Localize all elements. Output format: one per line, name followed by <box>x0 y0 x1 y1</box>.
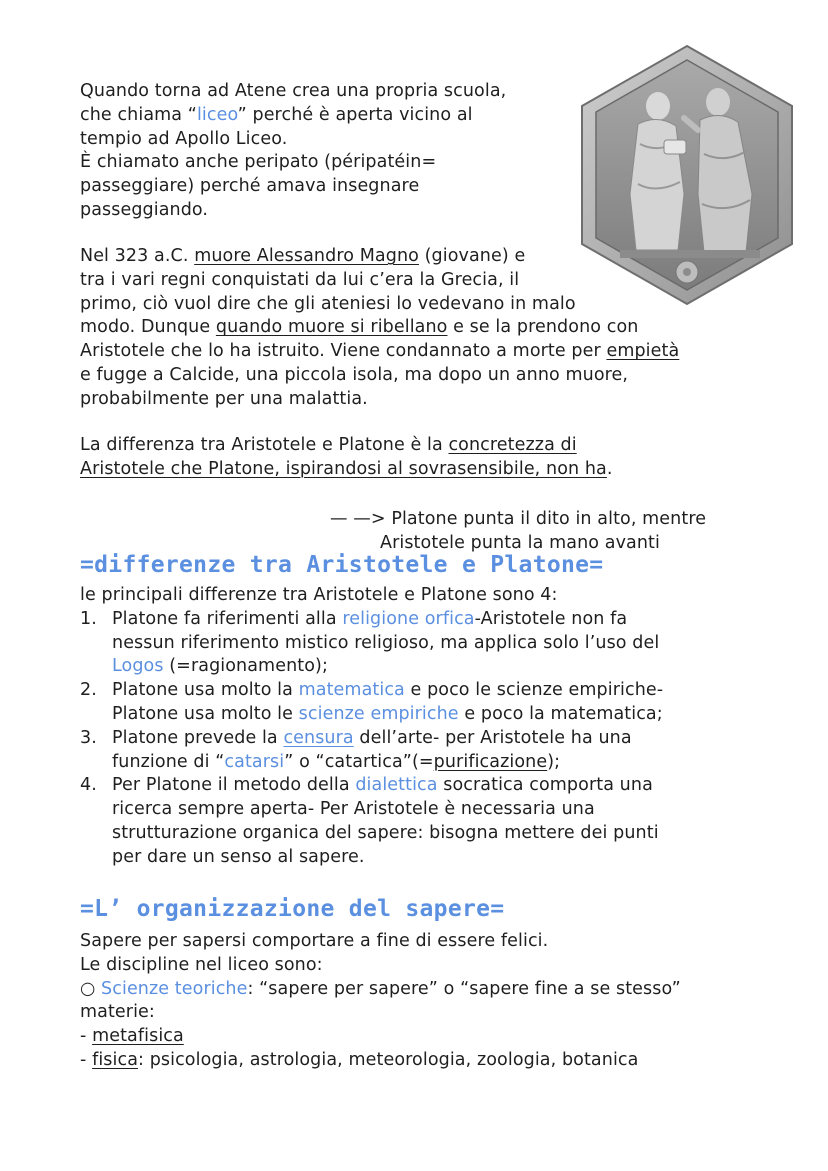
highlight-text: dialettica <box>355 775 438 796</box>
underlined-text: muore Alessandro Magno <box>194 246 419 266</box>
text: modo. Dunque <box>80 317 216 338</box>
dash-bullet: - <box>80 1026 93 1047</box>
intro-line-1: Quando torna ad Atene crea una propria scuola, <box>80 81 507 101</box>
arrow-note-line-2: Aristotele punta la mano avanti <box>380 532 660 553</box>
text: funzione di “ <box>112 751 225 772</box>
underlined-text: concretezza di <box>448 435 577 455</box>
highlight-text: Logos <box>112 656 164 677</box>
underlined-text: metafisica <box>92 1026 184 1047</box>
list-item <box>80 679 760 727</box>
list-item <box>80 727 760 775</box>
intro-paragraph <box>80 80 560 223</box>
differences-intro: le principali differenze tra Aristotele e Platone sono 4: <box>80 585 558 605</box>
text: (giovane) e <box>418 246 526 266</box>
text: Platone prevede la <box>112 727 284 748</box>
section-heading-differenze: =differenze tra Aristotele e Platone= <box>80 552 604 578</box>
text: . <box>606 458 613 479</box>
highlight-text: Scienze teoriche <box>101 978 248 999</box>
liceo-highlight: liceo <box>196 104 238 125</box>
text: che chiama “ <box>80 104 197 125</box>
text: Platone fa riferimenti alla <box>112 608 343 629</box>
text: Platone usa molto la <box>112 680 299 701</box>
death-line-4 <box>80 316 760 340</box>
underlined-text: quando muore si ribellano <box>215 317 448 338</box>
highlight-text: censura <box>283 727 354 748</box>
arrow-icon: — —> <box>330 509 386 529</box>
organization-line-4: materie: <box>80 1002 155 1023</box>
organization-line-6 <box>80 1049 760 1073</box>
underlined-text: Aristotele che Platone, ispirandosi al sovrasensibile, non ha <box>80 458 607 479</box>
text: Platone usa molto le <box>112 703 299 724</box>
text: strutturazione organica del sapere: bisogna mettere dei punti <box>112 822 659 843</box>
arrow-note-line-1 <box>330 508 750 532</box>
text: ); <box>547 751 561 772</box>
text: : “sapere per sapere” o “sapere fine a se stesso” <box>247 978 681 999</box>
intro-line-2 <box>80 104 560 128</box>
intro-line-4: È chiamato anche peripato (péripatéin= <box>80 152 437 173</box>
arrow-note <box>330 508 750 556</box>
difference-line-1 <box>80 434 760 458</box>
text: ” o “catartica”(= <box>284 751 434 772</box>
underlined-text: purificazione <box>433 751 548 772</box>
text: Nel 323 a.C. <box>80 246 195 266</box>
highlight-text: religione orfica <box>342 608 475 629</box>
text: e se la prendono con <box>447 317 639 338</box>
list-item <box>80 608 760 679</box>
text: dell’arte- per Aristotele ha una <box>353 727 632 748</box>
list-number: 4. <box>80 775 97 796</box>
organization-section <box>80 930 760 1073</box>
text: -Aristotele non fa <box>474 608 628 629</box>
differences-list <box>80 608 760 870</box>
differences-section <box>80 584 760 870</box>
organization-line-2: Le discipline nel liceo sono: <box>80 954 323 975</box>
text: per dare un senso al sapere. <box>112 846 365 867</box>
text: Platone punta il dito in alto, mentre <box>391 509 707 529</box>
underlined-text: fisica <box>92 1049 139 1070</box>
organization-line-5 <box>80 1025 760 1049</box>
circle-bullet-icon: ○ <box>80 978 102 999</box>
difference-line-2 <box>80 458 760 482</box>
difference-paragraph <box>80 434 760 482</box>
text: socratica comporta una <box>437 775 653 796</box>
list-item <box>80 774 760 869</box>
intro-line-3: tempio ad Apollo Liceo. <box>80 128 288 149</box>
list-number: 2. <box>80 680 97 701</box>
text: ricerca sempre aperta- Per Aristotele è necessaria una <box>112 799 595 820</box>
text: La differenza tra Aristotele e Platone è la <box>80 435 449 455</box>
text: ” perché è aperta vicino al <box>237 104 473 125</box>
highlight-text: scienze empiriche <box>298 703 459 724</box>
organization-line-1: Sapere per sapersi comportare a fine di essere felici. <box>80 931 549 951</box>
text: : psicologia, astrologia, meteorologia, zoologia, botanica <box>138 1049 639 1070</box>
intro-line-5: passeggiare) perché amava insegnare <box>80 176 420 197</box>
text: Per Platone il metodo della <box>112 775 356 796</box>
death-line-6: e fugge a Calcide, una piccola isola, ma dopo un anno muore, <box>80 364 629 385</box>
death-paragraph <box>80 245 760 412</box>
death-line-1 <box>80 245 760 269</box>
text: e poco la matematica; <box>458 703 663 724</box>
text: (=ragionamento); <box>163 656 328 677</box>
organization-line-3 <box>80 978 760 1002</box>
death-line-3: primo, ciò vuol dire che gli ateniesi lo vedevano in malo <box>80 293 576 314</box>
intro-line-6: passeggiando. <box>80 199 209 220</box>
dash-bullet: - <box>80 1049 93 1070</box>
text: nessun riferimento mistico religioso, ma applica solo l’uso del <box>112 632 660 653</box>
death-line-7: probabilmente per una malattia. <box>80 388 368 409</box>
text: Aristotele che lo ha istruito. Viene condannato a morte per <box>80 341 607 362</box>
underlined-text: empietà <box>606 341 680 362</box>
list-number: 3. <box>80 727 97 748</box>
death-line-5 <box>80 340 760 364</box>
text: e poco le scienze empiriche- <box>404 680 664 701</box>
death-line-2: tra i vari regni conquistati da lui c’era la Grecia, il <box>80 269 520 290</box>
list-number: 1. <box>80 608 97 629</box>
highlight-text: matematica <box>298 680 405 701</box>
section-heading-organizzazione: =L’ organizzazione del sapere= <box>80 896 505 922</box>
highlight-text: catarsi <box>224 751 285 772</box>
